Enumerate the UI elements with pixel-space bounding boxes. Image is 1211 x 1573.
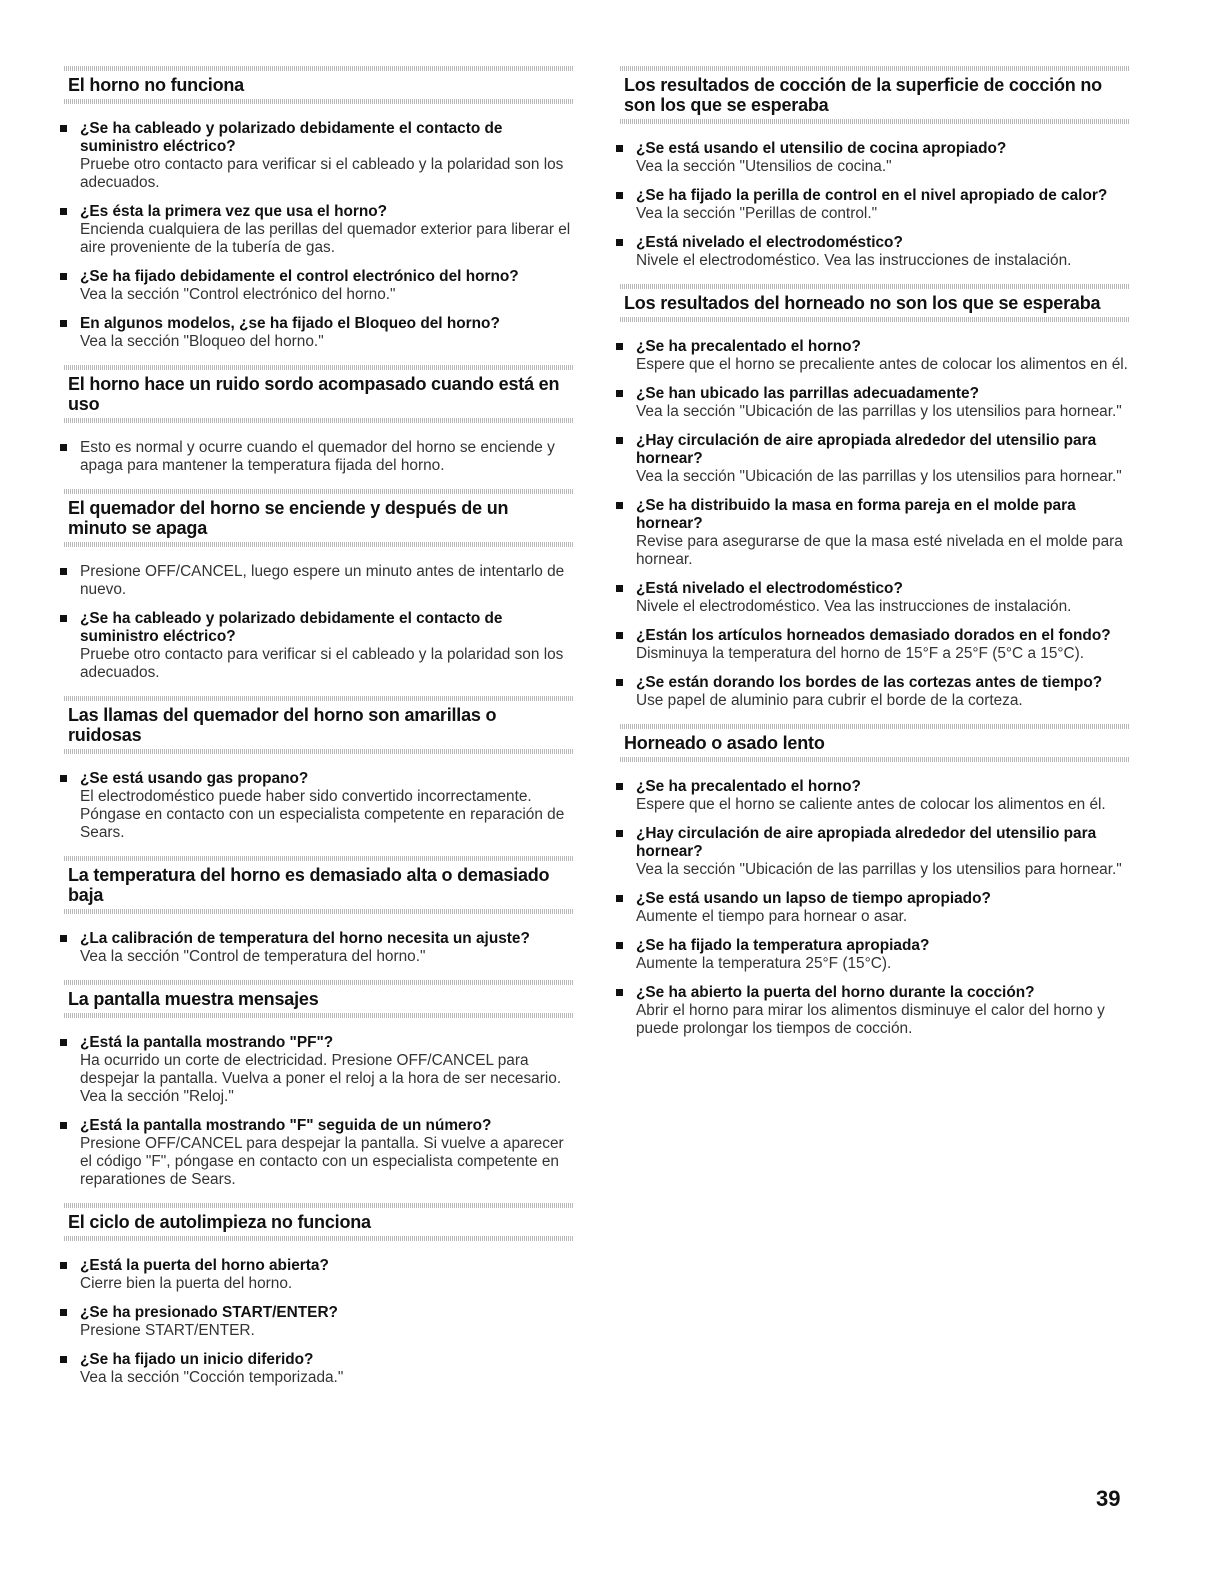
item-list <box>64 104 574 365</box>
answer-text: Vea la sección "Cocción temporizada." <box>80 1369 344 1386</box>
list-item <box>620 627 1130 663</box>
square-bullet-icon <box>616 989 623 996</box>
question-text: ¿Está nivelado el electrodoméstico? <box>636 234 903 251</box>
answer-text: Ha ocurrido un corte de electricidad. Presione OFF/CANCEL para despejar la pantalla. Vuelva a poner el reloj a la hora de ser necesario. Vea la sección "Reloj." <box>80 1052 562 1105</box>
question-text: ¿Se ha cableado y polarizado debidamente el contacto de suministro eléctrico? <box>80 120 503 155</box>
list-item <box>64 563 574 599</box>
answer-text: Pruebe otro contacto para verificar si el cableado y la polaridad son los adecuados. <box>80 156 564 191</box>
question-text: ¿Está la pantalla mostrando "PF"? <box>80 1034 334 1051</box>
square-bullet-icon <box>60 615 67 622</box>
list-item <box>64 1351 574 1387</box>
troubleshooting-section <box>620 724 1130 1052</box>
square-bullet-icon <box>60 775 67 782</box>
list-item <box>64 1304 574 1340</box>
list-item <box>620 825 1130 879</box>
answer-text: Presione START/ENTER. <box>80 1322 255 1339</box>
question-text: ¿Hay circulación de aire apropiada alrededor del utensilio para hornear? <box>636 432 1097 467</box>
answer-text: Presione OFF/CANCEL, luego espere un minuto antes de intentarlo de nuevo. <box>80 563 565 598</box>
question-text: ¿Se ha fijado un inicio diferido? <box>80 1351 314 1368</box>
answer-text: Aumente el tiempo para hornear o asar. <box>636 908 908 925</box>
item-list <box>620 322 1130 724</box>
list-item <box>64 770 574 842</box>
answer-text: Vea la sección "Ubicación de las parrillas y los utensilios para hornear." <box>636 861 1122 878</box>
answer-text: Pruebe otro contacto para verificar si el cableado y la polaridad son los adecuados. <box>80 646 564 681</box>
question-text: ¿Está nivelado el electrodoméstico? <box>636 580 903 597</box>
list-item <box>64 930 574 966</box>
square-bullet-icon <box>616 830 623 837</box>
list-item <box>64 1034 574 1106</box>
list-item <box>64 315 574 351</box>
troubleshooting-section <box>620 66 1130 284</box>
list-item <box>64 610 574 682</box>
answer-text: Vea la sección "Ubicación de las parrillas y los utensilios para hornear." <box>636 468 1122 485</box>
question-text: ¿Se ha fijado la temperatura apropiada? <box>636 937 930 954</box>
answer-text: Esto es normal y ocurre cuando el quemador del horno se enciende y apaga para mantener la temperatura fijada del horno. <box>80 439 555 474</box>
section-heading: Los resultados del horneado no son los que se esperaba <box>624 293 1101 313</box>
square-bullet-icon <box>616 145 623 152</box>
section-heading: La temperatura del horno es demasiado alta o demasiado baja <box>68 865 550 905</box>
square-bullet-icon <box>60 1356 67 1363</box>
list-item <box>620 937 1130 973</box>
page-number: 39 <box>1096 1486 1121 1511</box>
section-heading: El quemador del horno se enciende y después de un minuto se apaga <box>68 498 509 538</box>
list-item <box>64 1257 574 1293</box>
question-text: En algunos modelos, ¿se ha fijado el Bloqueo del horno? <box>80 315 500 332</box>
question-text: ¿Se ha distribuido la masa en forma pareja en el molde para hornear? <box>636 497 1076 532</box>
troubleshooting-section <box>64 489 574 696</box>
answer-text: Presione OFF/CANCEL para despejar la pantalla. Si vuelve a aparecer el código "F", póngase en contacto con un especialista competente en reparationes de Sears. <box>80 1135 564 1188</box>
answer-text: Aumente la temperatura 25°F (15°C). <box>636 955 892 972</box>
list-item <box>620 338 1130 374</box>
answer-text: Revise para asegurarse de que la masa esté nivelada en el molde para hornear. <box>636 533 1123 568</box>
square-bullet-icon <box>60 125 67 132</box>
square-bullet-icon <box>60 1122 67 1129</box>
square-bullet-icon <box>616 585 623 592</box>
square-bullet-icon <box>616 942 623 949</box>
square-bullet-icon <box>60 320 67 327</box>
question-text: ¿Se están dorando los bordes de las cortezas antes de tiempo? <box>636 674 1103 691</box>
list-item <box>620 497 1130 569</box>
answer-text: Encienda cualquiera de las perillas del quemador exterior para liberar el aire proveniente de la tubería de gas. <box>80 221 571 256</box>
square-bullet-icon <box>60 208 67 215</box>
question-text: ¿Se ha cableado y polarizado debidamente el contacto de suministro eléctrico? <box>80 610 503 645</box>
list-item <box>620 890 1130 926</box>
question-text: ¿Es ésta la primera vez que usa el horno? <box>80 203 388 220</box>
troubleshooting-section <box>620 284 1130 724</box>
answer-text: Espere que el horno se precaliente antes de colocar los alimentos en él. <box>636 356 1128 373</box>
answer-text: Vea la sección "Control electrónico del horno." <box>80 286 396 303</box>
list-item <box>620 984 1130 1038</box>
question-text: ¿Está la pantalla mostrando "F" seguida de un número? <box>80 1117 492 1134</box>
left-column <box>64 66 574 1401</box>
square-bullet-icon <box>616 390 623 397</box>
question-text: ¿Se está usando un lapso de tiempo apropiado? <box>636 890 991 907</box>
answer-text: Nivele el electrodoméstico. Vea las instrucciones de instalación. <box>636 598 1072 615</box>
section-heading: El ciclo de autolimpieza no funciona <box>68 1212 371 1232</box>
list-item <box>64 203 574 257</box>
question-text: ¿Se han ubicado las parrillas adecuadamente? <box>636 385 979 402</box>
troubleshooting-section <box>64 66 574 365</box>
list-item <box>620 778 1130 814</box>
list-item <box>64 439 574 475</box>
square-bullet-icon <box>616 502 623 509</box>
question-text: ¿Está la puerta del horno abierta? <box>80 1257 329 1274</box>
item-list <box>64 914 574 980</box>
list-item <box>620 385 1130 421</box>
answer-text: Use papel de aluminio para cubrir el borde de la corteza. <box>636 692 1023 709</box>
troubleshooting-section <box>64 365 574 489</box>
answer-text: Nivele el electrodoméstico. Vea las instrucciones de instalación. <box>636 252 1072 269</box>
square-bullet-icon <box>616 783 623 790</box>
answer-text: Espere que el horno se caliente antes de colocar los alimentos en él. <box>636 796 1106 813</box>
answer-text: Vea la sección "Control de temperatura del horno." <box>80 948 426 965</box>
answer-text: Vea la sección "Utensilios de cocina." <box>636 158 892 175</box>
square-bullet-icon <box>60 1262 67 1269</box>
square-bullet-icon <box>60 1309 67 1316</box>
troubleshooting-section <box>64 980 574 1203</box>
square-bullet-icon <box>60 444 67 451</box>
square-bullet-icon <box>616 192 623 199</box>
question-text: ¿Se ha abierto la puerta del horno durante la cocción? <box>636 984 1035 1001</box>
list-item <box>620 674 1130 710</box>
square-bullet-icon <box>60 1039 67 1046</box>
troubleshooting-section <box>64 1203 574 1401</box>
square-bullet-icon <box>616 632 623 639</box>
list-item <box>620 140 1130 176</box>
list-item <box>620 234 1130 270</box>
answer-text: Abrir el horno para mirar los alimentos disminuye el calor del horno y puede prolongar los tiempos de cocción. <box>636 1002 1105 1037</box>
square-bullet-icon <box>60 568 67 575</box>
question-text: ¿Están los artículos horneados demasiado dorados en el fondo? <box>636 627 1111 644</box>
square-bullet-icon <box>616 239 623 246</box>
square-bullet-icon <box>616 437 623 444</box>
answer-text: Vea la sección "Bloqueo del horno." <box>80 333 324 350</box>
list-item <box>64 268 574 304</box>
troubleshooting-section <box>64 856 574 980</box>
item-list <box>620 124 1130 284</box>
list-item <box>620 187 1130 223</box>
square-bullet-icon <box>616 679 623 686</box>
section-heading: El horno hace un ruido sordo acompasado cuando está en uso <box>68 374 560 414</box>
square-bullet-icon <box>616 895 623 902</box>
question-text: ¿Se ha precalentado el horno? <box>636 778 861 795</box>
square-bullet-icon <box>60 935 67 942</box>
square-bullet-icon <box>60 273 67 280</box>
square-bullet-icon <box>616 343 623 350</box>
question-text: ¿Se está usando el utensilio de cocina apropiado? <box>636 140 1007 157</box>
section-heading: Las llamas del quemador del horno son amarillas o ruidosas <box>68 705 497 745</box>
item-list <box>64 754 574 856</box>
question-text: ¿Se ha fijado la perilla de control en el nivel apropiado de calor? <box>636 187 1108 204</box>
answer-text: Cierre bien la puerta del horno. <box>80 1275 293 1292</box>
item-list <box>620 762 1130 1052</box>
list-item <box>620 432 1130 486</box>
item-list <box>64 1241 574 1401</box>
question-text: ¿La calibración de temperatura del horno necesita un ajuste? <box>80 930 530 947</box>
question-text: ¿Se ha presionado START/ENTER? <box>80 1304 338 1321</box>
section-heading: El horno no funciona <box>68 75 244 95</box>
list-item <box>620 580 1130 616</box>
answer-text: Vea la sección "Ubicación de las parrillas y los utensilios para hornear." <box>636 403 1122 420</box>
answer-text: El electrodoméstico puede haber sido convertido incorrectamente. Póngase en contacto con un especialista competente en reparación de Sears. <box>80 788 565 841</box>
answer-text: Vea la sección "Perillas de control." <box>636 205 878 222</box>
section-heading: La pantalla muestra mensajes <box>68 989 319 1009</box>
section-heading: Horneado o asado lento <box>624 733 825 753</box>
answer-text: Disminuya la temperatura del horno de 15°F a 25°F (5°C a 15°C). <box>636 645 1085 662</box>
item-list <box>64 423 574 489</box>
right-column <box>620 66 1130 1052</box>
question-text: ¿Se ha fijado debidamente el control electrónico del horno? <box>80 268 519 285</box>
item-list <box>64 547 574 696</box>
item-list <box>64 1018 574 1203</box>
question-text: ¿Se está usando gas propano? <box>80 770 309 787</box>
section-heading: Los resultados de cocción de la superficie de cocción no son los que se esperaba <box>624 75 1102 115</box>
question-text: ¿Hay circulación de aire apropiada alrededor del utensilio para hornear? <box>636 825 1097 860</box>
question-text: ¿Se ha precalentado el horno? <box>636 338 861 355</box>
troubleshooting-section <box>64 696 574 856</box>
list-item <box>64 120 574 192</box>
list-item <box>64 1117 574 1189</box>
